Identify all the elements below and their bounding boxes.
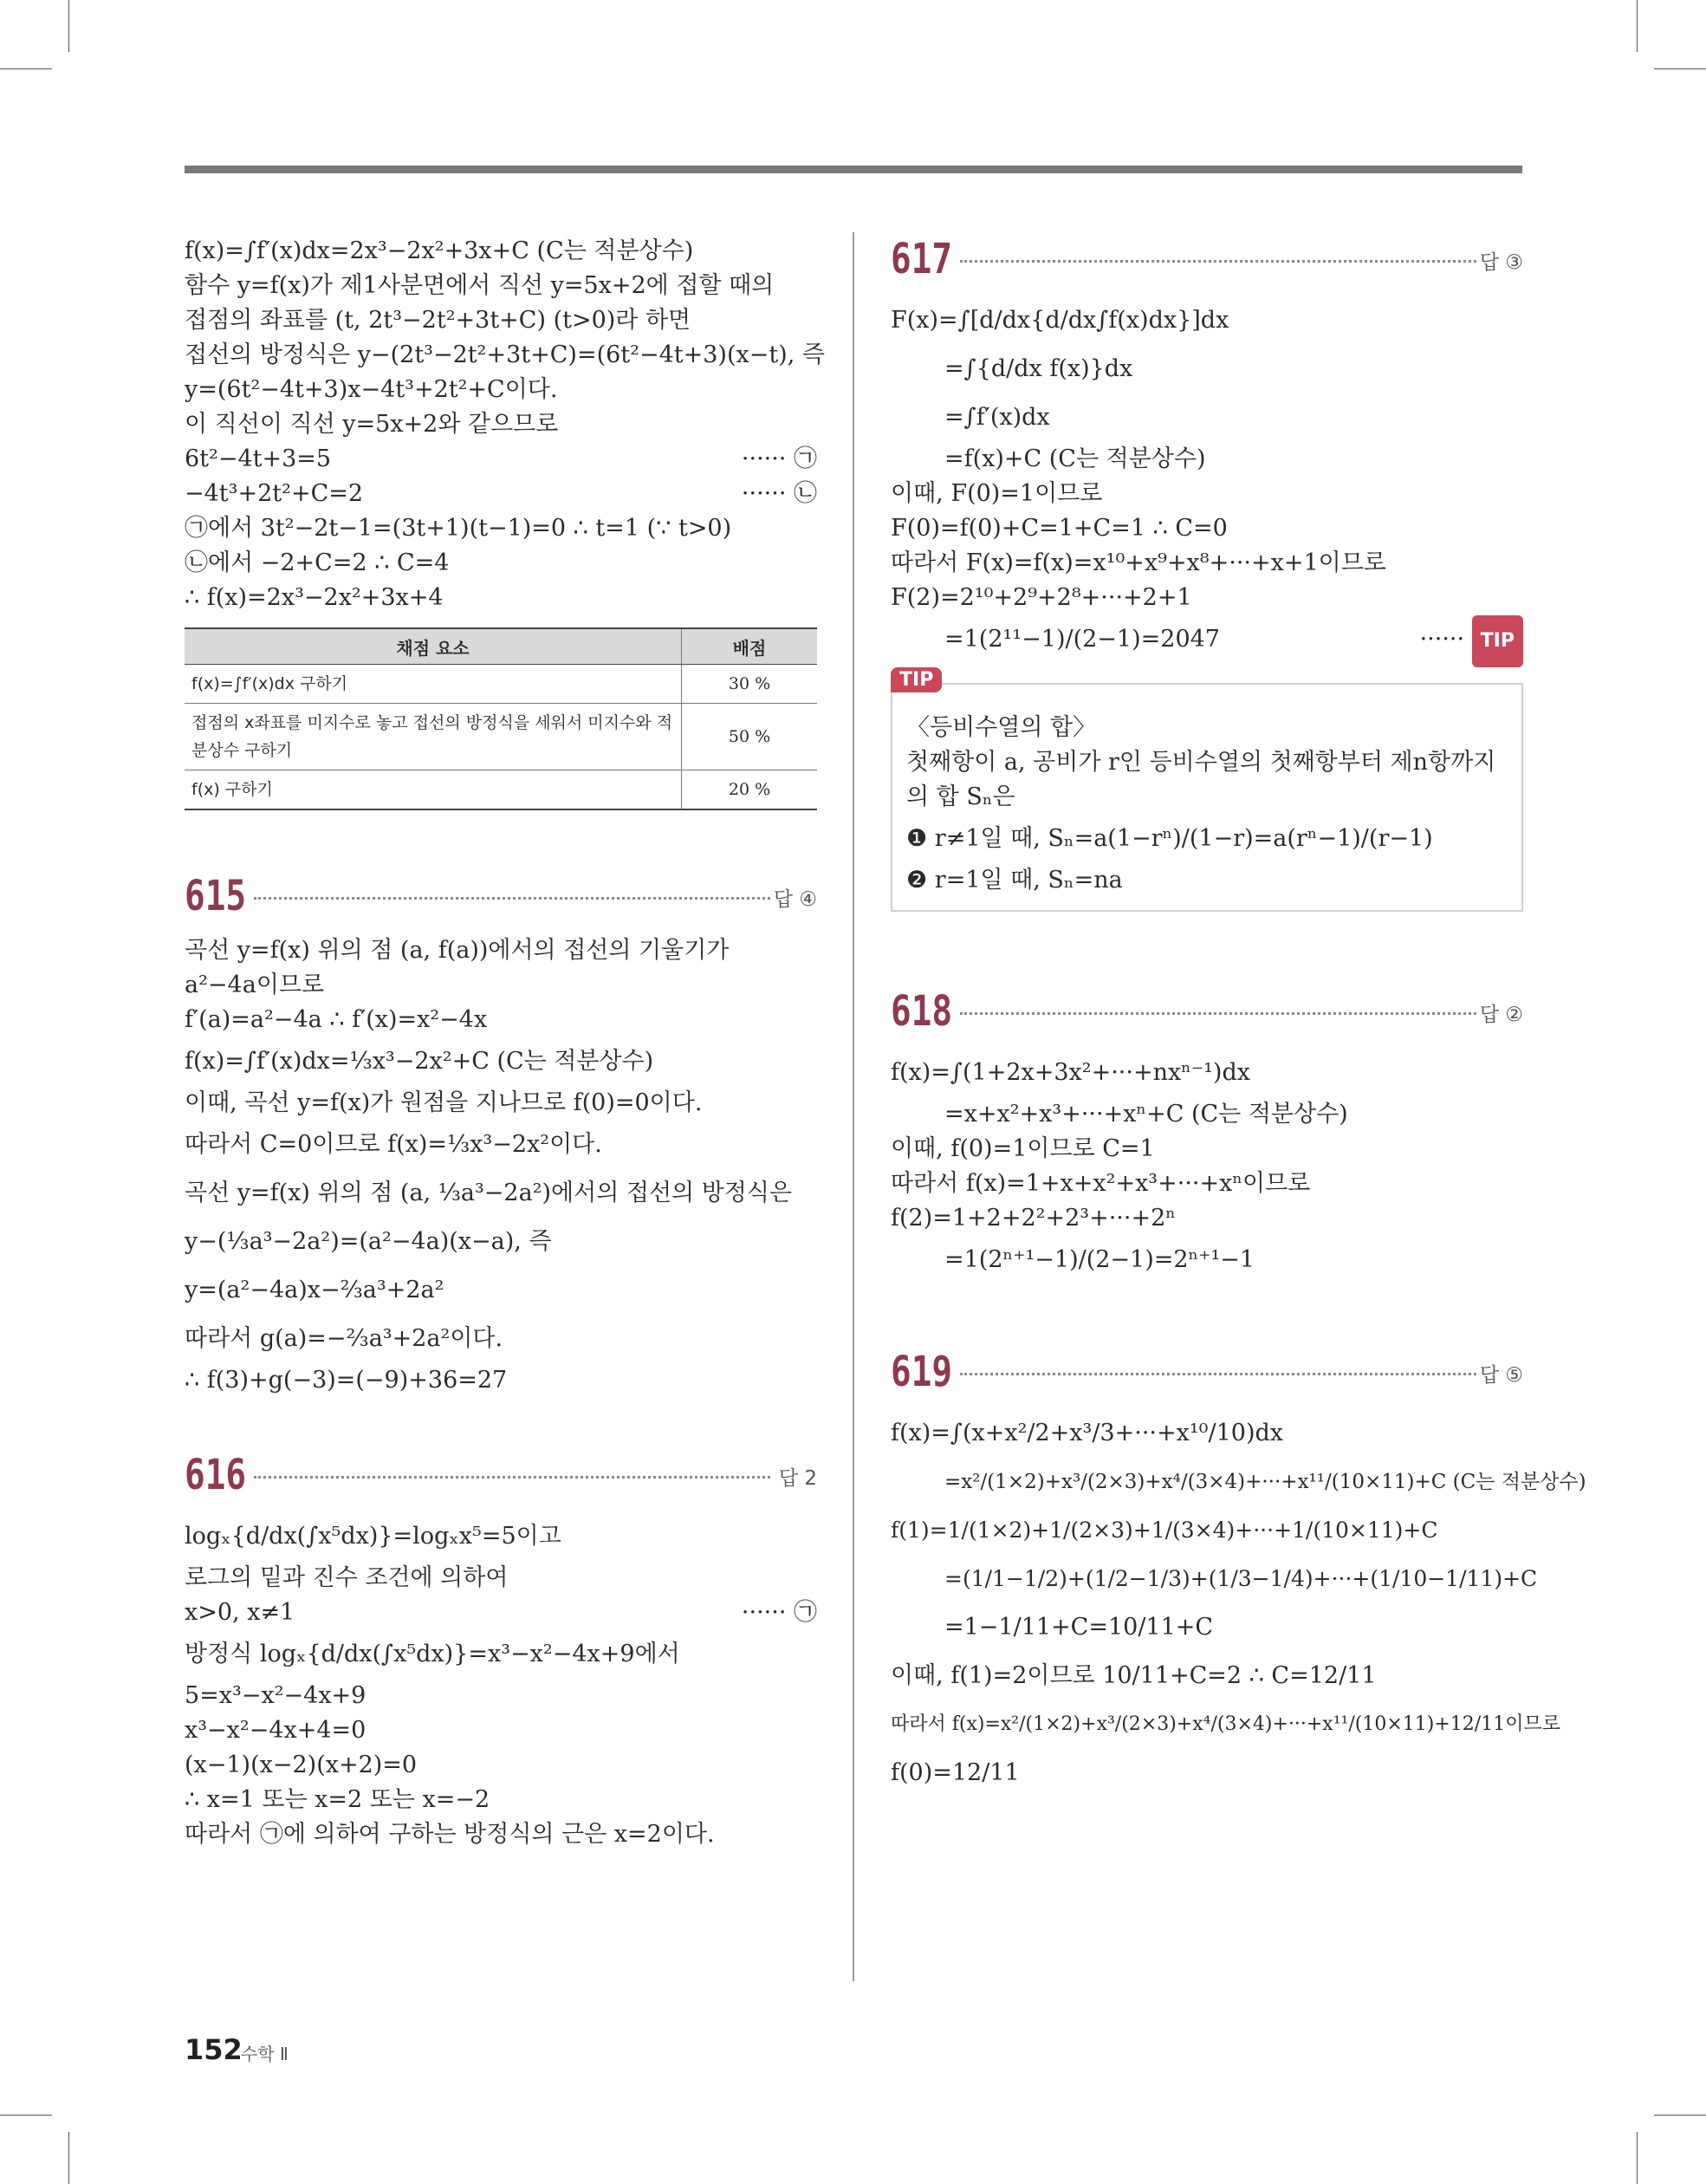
text-line: a²−4a이므로 (185, 972, 325, 998)
tip-item: ❶ r≠1일 때, Sₙ=a(1−rⁿ)/(1−r)=a(rⁿ−1)/(r−1) (906, 825, 1433, 852)
text-line: ㉡에서 −2+C=2 ∴ C=4 (185, 549, 450, 576)
text-line: 곡선 y=f(x) 위의 점 (a, ⅓a³−2a²)에서의 접선의 방정식은 (185, 1180, 793, 1206)
text-line: y=(a²−4a)x−⅔a³+2a² (185, 1277, 444, 1303)
text-line: y−(⅓a³−2a²)=(a²−4a)(x−a), 즉 (185, 1228, 552, 1255)
tip-box (891, 669, 1523, 912)
text-line: =1(2¹¹−1)/(2−1)=2047 ······ TIP (891, 615, 1523, 664)
answer-badge: 답 ② (1479, 1004, 1523, 1026)
tip-title: 〈등비수열의 합〉 (906, 714, 1097, 741)
header-rule (185, 166, 1522, 173)
equation-mark: ······ ㉠ (741, 445, 817, 472)
text-line: F(0)=f(0)+C=1+C=1 ∴ C=0 (891, 515, 1228, 542)
section-header (891, 1347, 1523, 1397)
text-line: 이때, 곡선 y=f(x)가 원점을 지나므로 f(0)=0이다. (185, 1089, 703, 1116)
text-line: =∫f′(x)dx (944, 404, 1050, 431)
table-cell: f(x)=∫f′(x)dx 구하기 (185, 665, 682, 704)
text-line: 따라서 F(x)=f(x)=x¹⁰+x⁹+x⁸+···+x+1이므로 (891, 549, 1386, 576)
text-line: 로그의 밑과 진수 조건에 의하여 (185, 1564, 509, 1591)
page-number: 152 (185, 2033, 243, 2066)
text-line: f′(a)=a²−4a ∴ f′(x)=x²−4x (185, 1006, 488, 1033)
text-line: 곡선 y=f(x) 위의 점 (a, f(a))에서의 접선의 기울기가 (185, 937, 730, 964)
scoring-table (185, 627, 817, 810)
table-cell: 접점의 x좌표를 미지수로 놓고 접선의 방정식을 세워서 미지수와 적분상수 구하기 (185, 704, 682, 770)
leader-dots (960, 1373, 1476, 1375)
text-line: f(0)=12/11 (891, 1759, 1020, 1786)
text-line: 5=x³−x²−4x+9 (185, 1682, 366, 1709)
section-header (185, 871, 817, 921)
text-line: 함수 y=f(x)가 제1사분면에서 직선 y=5x+2에 접할 때의 (185, 272, 775, 299)
crop-mark (0, 2115, 52, 2116)
table-cell: 30 % (682, 665, 818, 704)
text-line: 접점의 좌표를 (t, 2t³−2t²+3t+C) (t>0)라 하면 (185, 307, 691, 334)
text-line: x>0, x≠1 ······ ㉠ (185, 1596, 817, 1630)
text-line: ∴ f(x)=2x³−2x²+3x+4 (185, 584, 444, 611)
text-line: f(x)=∫f′(x)dx=2x³−2x²+3x+C (C는 적분상수) (185, 237, 694, 264)
table-cell: 20 % (682, 770, 818, 810)
leader-dots (960, 260, 1476, 263)
crop-mark (68, 0, 69, 52)
problem-616 (185, 1450, 817, 1852)
table-row (185, 704, 817, 770)
intro-solution (185, 234, 825, 615)
tip-body: 첫째항이 a, 공비가 r인 등비수열의 첫째항부터 제n항까지의 합 Sₙ은 (906, 749, 1496, 810)
text-line: 따라서 C=0이므로 f(x)=⅓x³−2x²이다. (185, 1131, 602, 1158)
right-column (891, 234, 1586, 1797)
tip-reference: ······ TIP (1420, 615, 1523, 667)
text-line: 따라서 f(x)=1+x+x²+x³+···+xⁿ이므로 (891, 1170, 1311, 1197)
crop-mark (68, 2132, 69, 2184)
left-column (185, 234, 825, 1852)
table-cell: f(x) 구하기 (185, 770, 682, 810)
text-line: F(2)=2¹⁰+2⁹+2⁸+···+2+1 (891, 584, 1192, 611)
text-line: 접선의 방정식은 y−(2t³−2t²+3t+C)=(6t²−4t+3)(x−t), 즉 (185, 341, 825, 368)
table-cell: 50 % (682, 704, 818, 770)
table-header: 배점 (682, 628, 818, 665)
equation-mark: ······ ㉡ (741, 480, 817, 507)
table-header: 채점 요소 (185, 628, 682, 665)
text-line: −4t³+2t²+C=2 ······ ㉡ (185, 477, 817, 511)
text-line: ∴ f(3)+g(−3)=(−9)+36=27 (185, 1367, 508, 1394)
text-line: f(x)=∫f′(x)dx=⅓x³−2x²+C (C는 적분상수) (185, 1048, 654, 1075)
text-line: 따라서 ㉠에 의하여 구하는 방정식의 근은 x=2이다. (185, 1821, 715, 1848)
leader-dots (254, 897, 770, 900)
leader-dots (254, 1476, 770, 1479)
answer-badge: 답 ③ (1479, 251, 1523, 274)
problem-number: 616 (185, 1451, 247, 1499)
problem-number: 619 (891, 1348, 953, 1396)
text-line: 방정식 logₓ{d/dx(∫x⁵dx)}=x³−x²−4x+9에서 (185, 1641, 680, 1667)
section-header (185, 1450, 817, 1500)
text-line: ㉠에서 3t²−2t−1=(3t+1)(t−1)=0 ∴ t=1 (∵ t>0) (185, 515, 732, 542)
subject-label: 수학 Ⅱ (241, 2044, 289, 2064)
section-header (891, 234, 1523, 284)
text-line: x³−x²−4x+4=0 (185, 1717, 366, 1744)
text-line: y=(6t²−4t+3)x−4t³+2t²+C이다. (185, 376, 558, 403)
text-line: f(x)=∫(1+2x+3x²+···+nxⁿ⁻¹)dx (891, 1059, 1250, 1086)
column-divider (853, 232, 854, 1981)
text-line: f(1)=1/(1×2)+1/(2×3)+1/(3×4)+···+1/(10×11)+C (891, 1518, 1438, 1543)
text-line: F(x)=∫[d/dx{d/dx∫f(x)dx}]dx (891, 307, 1229, 334)
table-row (185, 665, 817, 704)
tip-box-badge: TIP (891, 667, 942, 692)
text-line: logₓ{d/dx(∫x⁵dx)}=logₓx⁵=5이고 (185, 1523, 561, 1550)
text-line: ∴ x=1 또는 x=2 또는 x=−2 (185, 1786, 490, 1813)
text-line: 이때, f(1)=2이므로 10/11+C=2 ∴ C=12/11 (891, 1662, 1377, 1689)
text-line: =1−1/11+C=10/11+C (944, 1614, 1214, 1641)
text-line: (x−1)(x−2)(x+2)=0 (185, 1752, 418, 1778)
answer-badge: 답 ④ (773, 888, 817, 911)
leader-dots (960, 1012, 1476, 1015)
text-line: f(x)=∫(x+x²/2+x³/3+···+x¹⁰/10)dx (891, 1420, 1284, 1446)
crop-mark (1637, 2132, 1638, 2184)
text-line: 이때, F(0)=1이므로 (891, 480, 1103, 507)
problem-617 (891, 234, 1523, 912)
crop-mark (0, 68, 52, 69)
answer-badge: 답 2 (778, 1467, 817, 1490)
text-line: =x²/(1×2)+x³/(2×3)+x⁴/(3×4)+···+x¹¹/(10×11)+C (C는 적분상수) (944, 1471, 1586, 1493)
text-line: 이 직선이 직선 y=5x+2와 같으므로 (185, 411, 559, 438)
answer-badge: 답 ⑤ (1479, 1364, 1523, 1387)
text-line: =f(x)+C (C는 적분상수) (944, 445, 1206, 472)
crop-mark (1654, 2115, 1706, 2116)
crop-mark (1654, 68, 1706, 69)
text-line: =1(2ⁿ⁺¹−1)/(2−1)=2ⁿ⁺¹−1 (944, 1246, 1255, 1273)
text-line: =x+x²+x³+···+xⁿ+C (C는 적분상수) (944, 1101, 1348, 1128)
text-line: =(1/1−1/2)+(1/2−1/3)+(1/3−1/4)+···+(1/10−1/11)+C (944, 1566, 1538, 1591)
tip-badge: TIP (1472, 615, 1523, 667)
text-line: 이때, f(0)=1이므로 C=1 (891, 1135, 1155, 1162)
text-line: 따라서 f(x)=x²/(1×2)+x³/(2×3)+x⁴/(3×4)+···+x¹¹/(10×11)+12/11이므로 (891, 1713, 1560, 1735)
problem-618 (891, 986, 1523, 1284)
crop-mark (1637, 0, 1638, 52)
table-row (185, 770, 817, 810)
text-line: f(2)=1+2+2²+2³+···+2ⁿ (891, 1205, 1176, 1232)
problem-number: 618 (891, 987, 953, 1036)
problem-619 (891, 1347, 1586, 1797)
tip-item: ❷ r=1일 때, Sₙ=na (906, 867, 1123, 894)
problem-number: 617 (891, 235, 953, 283)
text-line: =∫{d/dx f(x)}dx (944, 355, 1133, 382)
equation-mark: ······ ㉠ (741, 1599, 817, 1626)
problem-615 (185, 871, 817, 1398)
problem-number: 615 (185, 872, 247, 920)
section-header (891, 986, 1523, 1037)
text-line: 6t²−4t+3=5 ······ ㉠ (185, 442, 817, 477)
text-line: 따라서 g(a)=−⅔a³+2a²이다. (185, 1325, 503, 1352)
